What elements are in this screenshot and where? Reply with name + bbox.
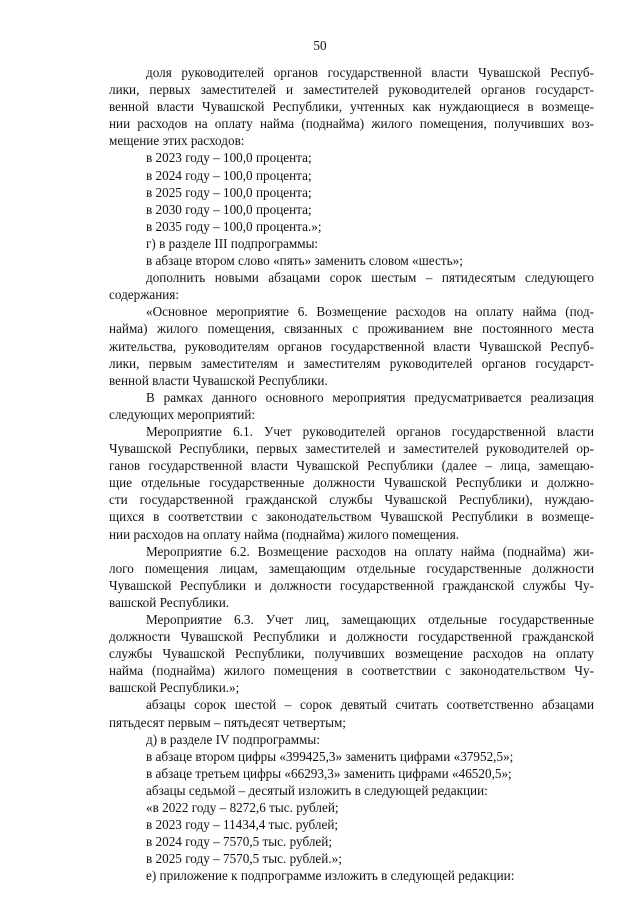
text-line: нии расходов на оплату найма (поднайма) жилого помещения. [109, 526, 460, 542]
text-line: в 2024 году – 7570,5 тыс. рублей; [146, 834, 332, 850]
text-line: жительства, руководителям органов государственной власти Чувашской Респуб- [109, 338, 594, 354]
text-line: ганов государственной власти Чувашской Республики (далее – лица, замещаю- [109, 458, 594, 474]
text-line: Мероприятие 6.2. Возмещение расходов на оплату найма (поднайма) жи- [146, 543, 594, 559]
text-line: в 2030 году – 100,0 процента; [146, 201, 312, 217]
text-line: Мероприятие 6.3. Учет лиц, замещающих отдельные государственные [146, 612, 594, 627]
text-line: г) в разделе III подпрограммы: [146, 235, 319, 251]
text-line: лики, первых заместителей и заместителей руководителей органов государст- [109, 82, 594, 98]
text-line: абзацы седьмой – десятый изложить в следующей редакции: [146, 782, 488, 798]
text-line: нии расходов на оплату найма (поднайма) жилого помещения, получивших воз- [109, 116, 594, 132]
page-number: 50 [313, 38, 327, 53]
text-line: щихся в соответствии с законодательством Чувашской Республики в возмеще- [109, 509, 594, 525]
text-line: в 2025 году – 7570,5 тыс. рублей.»; [146, 851, 342, 867]
text-line: абзацы сорок шестой – сорок девятый считать соответственно абзацами [146, 697, 594, 713]
text-line: В рамках данного основного мероприятия предусматривается реализация [146, 389, 594, 405]
text-line: доля руководителей органов государственной власти Чувашской Респуб- [146, 65, 594, 80]
text-line: в абзаце втором цифры «399425,3» заменить цифрами «37952,5»; [146, 748, 514, 764]
text-line: д) в разделе IV подпрограммы: [146, 731, 320, 747]
text-line: Чувашской Республики и должности государственной гражданской службы Чу- [109, 577, 594, 593]
text-line: содержания: [109, 287, 180, 303]
text-line: в 2024 году – 100,0 процента; [146, 167, 312, 183]
text-line: дополнить новыми абзацами сорок шестым – пятидесятым следующего [146, 270, 594, 286]
text-line: следующих мероприятий: [109, 406, 256, 422]
text-line: щие отдельные государственные должности Чувашской Республики и должно- [109, 475, 594, 491]
text-line: мещение этих расходов: [109, 133, 245, 149]
text-line: в 2023 году – 11434,4 тыс. рублей; [146, 817, 339, 833]
text-line: в 2035 году – 100,0 процента.»; [146, 218, 322, 234]
text-line: вашской Республики. [109, 594, 230, 610]
text-line: в 2025 году – 100,0 процента; [146, 184, 312, 200]
text-line: сти государственной гражданской службы Чувашской Республики), нуждаю- [109, 492, 594, 508]
text-line: в абзаце третьем цифры «66293,3» заменить цифрами «46520,5»; [146, 765, 512, 781]
text-line: Мероприятие 6.1. Учет руководителей органов государственной власти [146, 423, 594, 439]
text-line: пятьдесят первым – пятьдесят четвертым; [109, 714, 346, 730]
text-line: венной власти Чувашской Республики, учтенных как нуждающиеся в возмеще- [109, 99, 594, 115]
text-line: вашской Республики.»; [109, 680, 240, 696]
text-line: «в 2022 году – 8272,6 тыс. рублей; [146, 800, 339, 816]
text-line: службы Чувашской Республики, получивших возмещение расходов на оплату [109, 646, 594, 662]
text-line: в 2023 году – 100,0 процента; [146, 150, 312, 166]
text-line: Чувашской Республики, первых заместителей и заместителей руководителей ор- [109, 441, 594, 457]
text-line: венной власти Чувашской Республики. [109, 372, 328, 388]
document-body [109, 64, 594, 885]
text-line: найма) жилого помещения, связанных с проживанием вне постоянного места [109, 321, 594, 337]
text-line: «Основное мероприятие 6. Возмещение расходов на оплату найма (под- [146, 304, 594, 320]
text-line: е) приложение к подпрограмме изложить в следующей редакции: [146, 868, 515, 884]
text-line: должности Чувашской Республики и должности государственной гражданской [109, 629, 594, 645]
text-line: найма (поднайма) жилого помещения в соответствии с законодательством Чу- [109, 663, 594, 679]
text-line: лики, первым заместителям и заместителям руководителей органов государст- [109, 355, 594, 371]
text-line: лого помещения лицам, замещающим отдельные государственные должности [109, 560, 594, 576]
text-line: в абзаце втором слово «пять» заменить словом «шесть»; [146, 253, 463, 269]
